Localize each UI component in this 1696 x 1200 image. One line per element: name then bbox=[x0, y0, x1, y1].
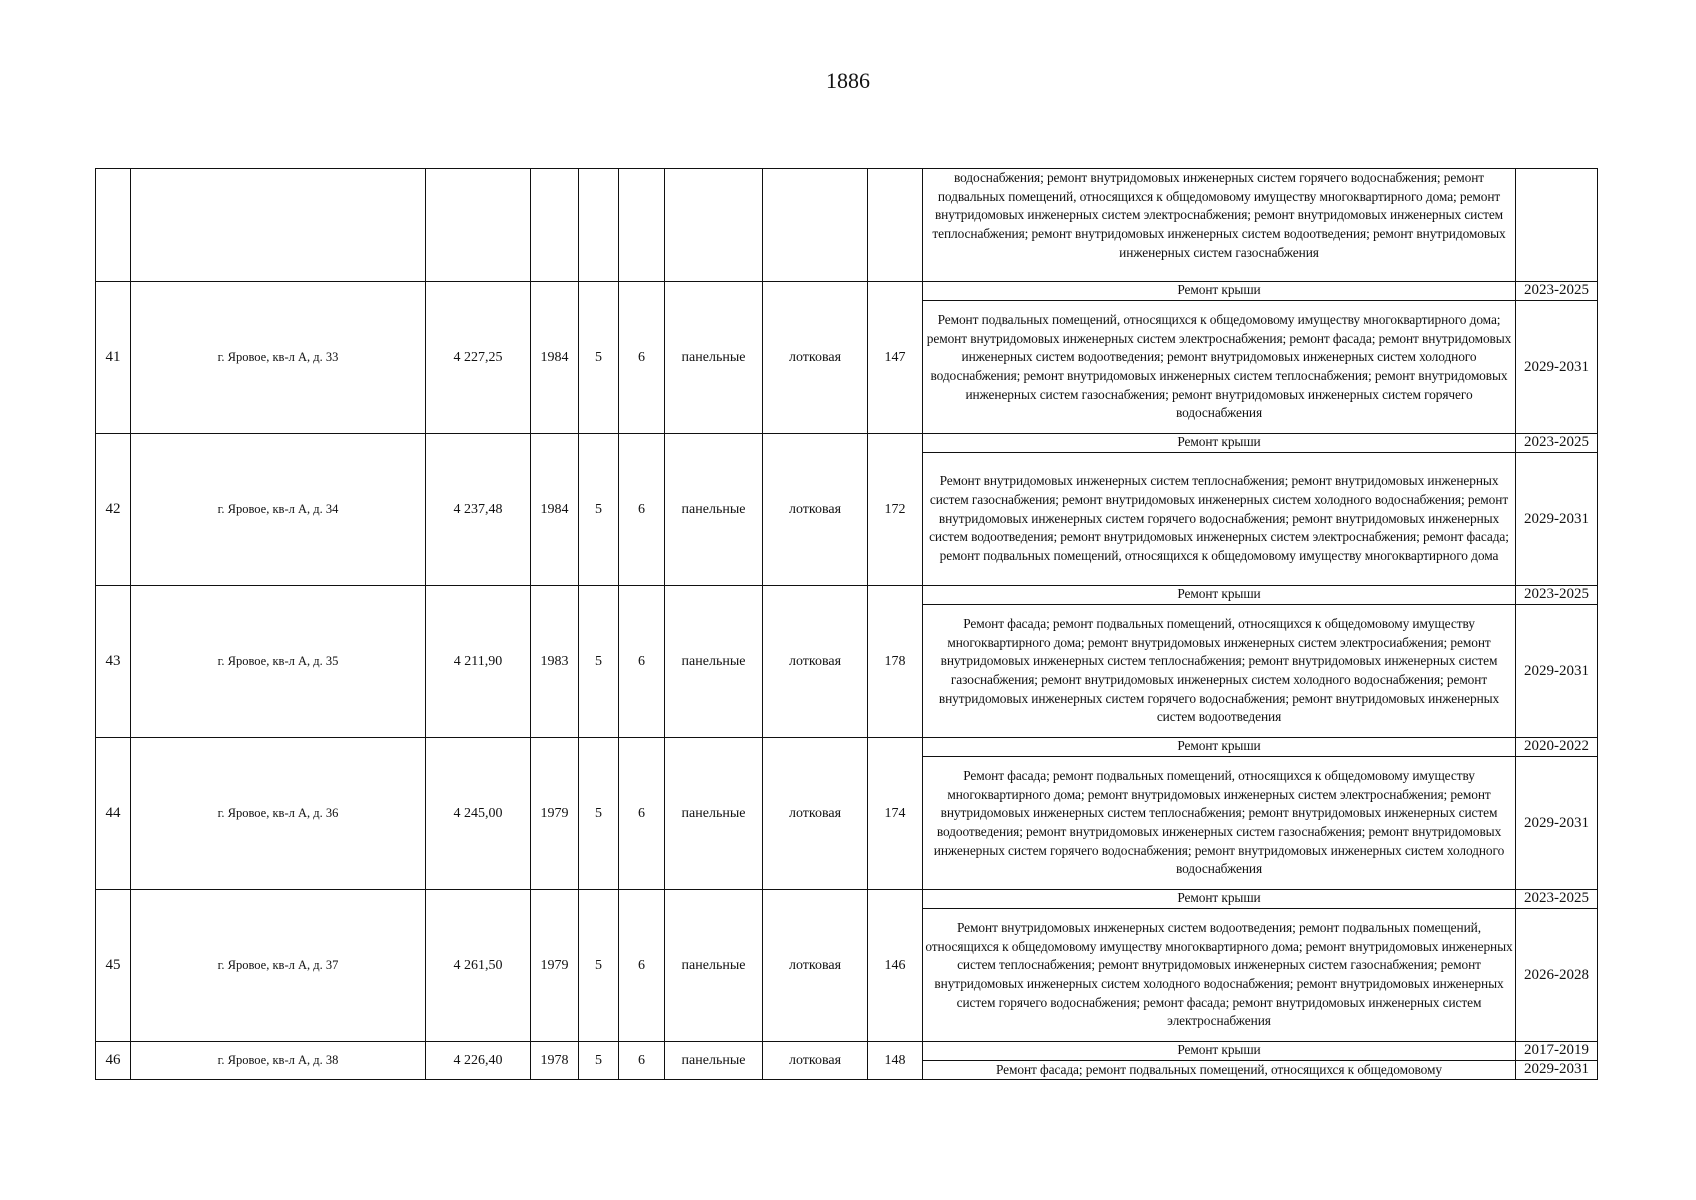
cell-floors: 5 bbox=[579, 282, 619, 434]
cell-works-years: 2029-2031 bbox=[1516, 453, 1598, 586]
cell-entrances: 6 bbox=[619, 282, 665, 434]
cell-walls: панельные bbox=[665, 586, 763, 738]
cell-roof-work: Ремонт крыши bbox=[923, 586, 1516, 605]
table-row bbox=[96, 282, 1598, 301]
cell-address: г. Яровое, кв-л А, д. 37 bbox=[131, 890, 426, 1042]
cell-works: Ремонт внутридомовых инженерных систем теплоснабжения; ремонт внутридомовых инженерных систем газоснабжения; ремонт внутридомовых инженерных систем холодного водоснабжения; ремонт внутридомовых инженерных систем горячего водоснабжения; ремонт внутридомовых инженерных систем водоотведения; ремонт внутридомовых инженерных систем электроснабжения; ремонт фасада; ремонт подвальных помещений, относящихся к общедомовому имуществу многоквартирного дома bbox=[923, 453, 1516, 586]
table-row bbox=[96, 738, 1598, 757]
cell-roof-years: 2020-2022 bbox=[1516, 738, 1598, 757]
housing-repair-table bbox=[95, 168, 1598, 1080]
cell-year: 1979 bbox=[531, 890, 579, 1042]
cell-residents: 146 bbox=[868, 890, 923, 1042]
cell-area: 4 237,48 bbox=[426, 434, 531, 586]
cell-residents: 148 bbox=[868, 1042, 923, 1080]
cell-year: 1984 bbox=[531, 282, 579, 434]
cell-walls: панельные bbox=[665, 434, 763, 586]
cell-floors: 5 bbox=[579, 738, 619, 890]
cell-year: 1984 bbox=[531, 434, 579, 586]
cell-roof-work: Ремонт крыши bbox=[923, 738, 1516, 757]
cell-year: 1979 bbox=[531, 738, 579, 890]
cell-entrances: 6 bbox=[619, 1042, 665, 1080]
cell-num: 46 bbox=[96, 1042, 131, 1080]
cell-floors: 5 bbox=[579, 586, 619, 738]
cell-area: 4 211,90 bbox=[426, 586, 531, 738]
cell-roof: лотковая bbox=[763, 586, 868, 738]
table-row bbox=[96, 890, 1598, 909]
cell-works: Ремонт фасада; ремонт подвальных помещений, относящихся к общедомовому имуществу многоквартирного дома; ремонт внутридомовых инженерных систем электросиабжения; ремонт внутридомовых инженерных систем теплоснабжения; ремонт внутридомовых инженерных систем газоснабжения; ремонт внутридомовых инженерных систем холодного водоснабжения; ремонт внутридомовых инженерных систем горячего водоснабжения; ремонт внутридомовых инженерных систем водоотведения bbox=[923, 605, 1516, 738]
cell-works-years: 2029-2031 bbox=[1516, 1061, 1598, 1080]
cell-residents bbox=[868, 169, 923, 282]
cell-area: 4 227,25 bbox=[426, 282, 531, 434]
cell-works: Ремонт фасада; ремонт подвальных помещений, относящихся к общедомовому bbox=[923, 1061, 1516, 1080]
cell-roof-years: 2023-2025 bbox=[1516, 890, 1598, 909]
cell-residents: 172 bbox=[868, 434, 923, 586]
cell-roof-years: 2023-2025 bbox=[1516, 282, 1598, 301]
cell-num: 41 bbox=[96, 282, 131, 434]
cell-works-years: 2029-2031 bbox=[1516, 301, 1598, 434]
cell-roof-work: Ремонт крыши bbox=[923, 1042, 1516, 1061]
table-row bbox=[96, 1042, 1598, 1061]
page-number: 1886 bbox=[826, 68, 870, 93]
cell-address: г. Яровое, кв-л А, д. 36 bbox=[131, 738, 426, 890]
table-row bbox=[96, 434, 1598, 453]
cell-year: 1983 bbox=[531, 586, 579, 738]
cell-roof-years: 2023-2025 bbox=[1516, 434, 1598, 453]
table-row bbox=[96, 586, 1598, 605]
cell-works: Ремонт подвальных помещений, относящихся к общедомовому имуществу многоквартирного дома; ремонт внутридомовых инженерных систем электроснабжения; ремонт фасада; ремонт внутридомовых инженерных систем водоотведения; ремонт внутридомовых инженерных систем холодного водоснабжения; ремонт внутридомовых инженерных систем теплоснабжения; ремонт внутридомовых инженерных систем газоснабжения; ремонт внутридомовых инженерных систем горячего водоснабжения bbox=[923, 301, 1516, 434]
cell-entrances: 6 bbox=[619, 586, 665, 738]
cell-num: 45 bbox=[96, 890, 131, 1042]
cell-works: Ремонт внутридомовых инженерных систем водоотведения; ремонт подвальных помещений, относящихся к общедомовому имуществу многоквартирного дома; ремонт внутридомовых инженерных систем теплоснабжения; ремонт внутридомовых инженерных систем газоснабжения; ремонт внутридомовых инженерных систем холодного водоснабжения; ремонт внутридомовых инженерных систем горячего водоснабжения; ремонт фасада; ремонт внутридомовых инженерных систем электроснабжения bbox=[923, 909, 1516, 1042]
cell-num: 43 bbox=[96, 586, 131, 738]
cell-address: г. Яровое, кв-л А, д. 34 bbox=[131, 434, 426, 586]
cell-entrances: 6 bbox=[619, 434, 665, 586]
cell-walls bbox=[665, 169, 763, 282]
cell-floors: 5 bbox=[579, 434, 619, 586]
cell-works-years: 2029-2031 bbox=[1516, 757, 1598, 890]
cell-roof: лотковая bbox=[763, 1042, 868, 1080]
cell-address: г. Яровое, кв-л А, д. 35 bbox=[131, 586, 426, 738]
cell-entrances bbox=[619, 169, 665, 282]
cell-residents: 174 bbox=[868, 738, 923, 890]
cell-area: 4 261,50 bbox=[426, 890, 531, 1042]
cell-roof bbox=[763, 169, 868, 282]
cell-floors: 5 bbox=[579, 1042, 619, 1080]
cell-area: 4 245,00 bbox=[426, 738, 531, 890]
cell-walls: панельные bbox=[665, 738, 763, 890]
cell-num bbox=[96, 169, 131, 282]
cell-entrances: 6 bbox=[619, 890, 665, 1042]
cell-roof: лотковая bbox=[763, 434, 868, 586]
cell-roof: лотковая bbox=[763, 282, 868, 434]
cell-floors: 5 bbox=[579, 890, 619, 1042]
cell-works-years: 2026-2028 bbox=[1516, 909, 1598, 1042]
cell-roof-years: 2023-2025 bbox=[1516, 586, 1598, 605]
cell-works-years bbox=[1516, 169, 1598, 282]
cell-roof-work: Ремонт крыши bbox=[923, 434, 1516, 453]
cell-walls: панельные bbox=[665, 1042, 763, 1080]
cell-roof-work: Ремонт крыши bbox=[923, 890, 1516, 909]
cell-residents: 147 bbox=[868, 282, 923, 434]
cell-works-years: 2029-2031 bbox=[1516, 605, 1598, 738]
cell-entrances: 6 bbox=[619, 738, 665, 890]
cell-address: г. Яровое, кв-л А, д. 33 bbox=[131, 282, 426, 434]
cell-residents: 178 bbox=[868, 586, 923, 738]
cell-walls: панельные bbox=[665, 282, 763, 434]
cell-walls: панельные bbox=[665, 890, 763, 1042]
cell-num: 42 bbox=[96, 434, 131, 586]
cell-works: Ремонт фасада; ремонт подвальных помещений, относящихся к общедомовому имуществу многоквартирного дома; ремонт внутридомовых инженерных систем электроснабжения; ремонт внутридомовых инженерных систем теплоснабжения; ремонт внутридомовых инженерных систем водоотведения; ремонт внутридомовых инженерных систем газоснабжения; ремонт внутридомовых инженерных систем горячего водоснабжения; ремонт внутридомовых инженерных систем холодного водоснабжения bbox=[923, 757, 1516, 890]
cell-area: 4 226,40 bbox=[426, 1042, 531, 1080]
cell-num: 44 bbox=[96, 738, 131, 890]
cell-works: водоснабжения; ремонт внутридомовых инженерных систем горячего водоснабжения; ремонт подвальных помещений, относящихся к общедомовому имуществу многоквартирного дома; ремонт внутридомовых инженерных систем электроснабжения; ремонт внутридомовых инженерных систем теплоснабжения; ремонт внутридомовых инженерных систем водоотведения; ремонт внутридомовых инженерных систем газоснабжения bbox=[923, 169, 1516, 282]
cell-year: 1978 bbox=[531, 1042, 579, 1080]
cell-year bbox=[531, 169, 579, 282]
cell-area bbox=[426, 169, 531, 282]
cell-roof-work: Ремонт крыши bbox=[923, 282, 1516, 301]
cell-address bbox=[131, 169, 426, 282]
cell-floors bbox=[579, 169, 619, 282]
cell-roof: лотковая bbox=[763, 890, 868, 1042]
cell-roof: лотковая bbox=[763, 738, 868, 890]
continuation-row bbox=[96, 169, 1598, 282]
cell-roof-years: 2017-2019 bbox=[1516, 1042, 1598, 1061]
cell-address: г. Яровое, кв-л А, д. 38 bbox=[131, 1042, 426, 1080]
